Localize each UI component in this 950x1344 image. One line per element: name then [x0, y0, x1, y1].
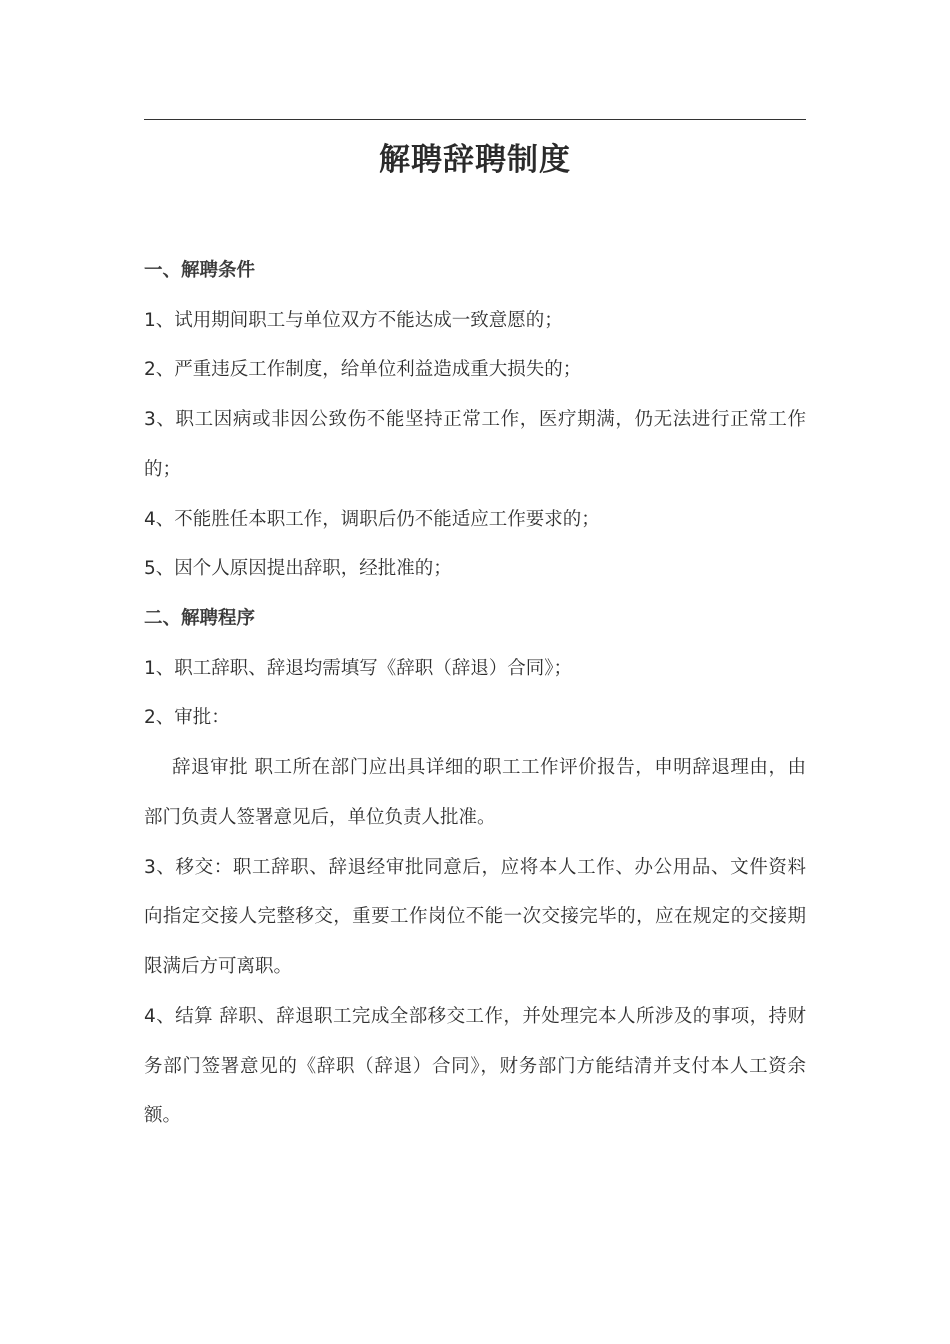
paragraph-line: 额。 — [144, 1105, 182, 1126]
paragraph-line: 辞退审批 职工所在部门应出具详细的职工工作评价报告，申明辞退理由，由 — [172, 757, 806, 778]
paragraph-line: 2、严重违反工作制度，给单位利益造成重大损失的； — [144, 359, 582, 380]
paragraph-line: 向指定交接人完整移交，重要工作岗位不能一次交接完毕的，应在规定的交接期 — [144, 906, 806, 927]
paragraph-line: 1、职工辞职、辞退均需填写《辞职（辞退）合同》； — [144, 658, 573, 679]
paragraph-line: 3、职工因病或非因公致伤不能坚持正常工作，医疗期满，仍无法进行正常工作 — [144, 409, 806, 430]
header-rule — [144, 119, 806, 120]
paragraph-line: 1、试用期间职工与单位双方不能达成一致意愿的； — [144, 310, 563, 331]
paragraph-line: 4、不能胜任本职工作，调职后仍不能适应工作要求的； — [144, 509, 600, 530]
paragraph-line: 限满后方可离职。 — [144, 956, 293, 977]
section-heading-2: 二、解聘程序 — [144, 608, 256, 629]
paragraph-line: 4、结算 辞职、辞退职工完成全部移交工作，并处理完本人所涉及的事项，持财 — [144, 1006, 806, 1027]
paragraph-line: 的； — [144, 459, 182, 480]
paragraph-line: 5、因个人原因提出辞职，经批准的； — [144, 558, 452, 579]
paragraph-line: 部门负责人签署意见后，单位负责人批准。 — [144, 807, 496, 828]
paragraph-line: 务部门签署意见的《辞职（辞退）合同》，财务部门方能结清并支付本人工资余 — [144, 1056, 806, 1077]
section-heading-1: 一、解聘条件 — [144, 260, 256, 281]
paragraph-line: 3、移交：职工辞职、辞退经审批同意后，应将本人工作、办公用品、文件资料 — [144, 857, 806, 878]
paragraph-line: 2、审批： — [144, 707, 230, 728]
document-title: 解聘辞聘制度 — [379, 142, 571, 178]
